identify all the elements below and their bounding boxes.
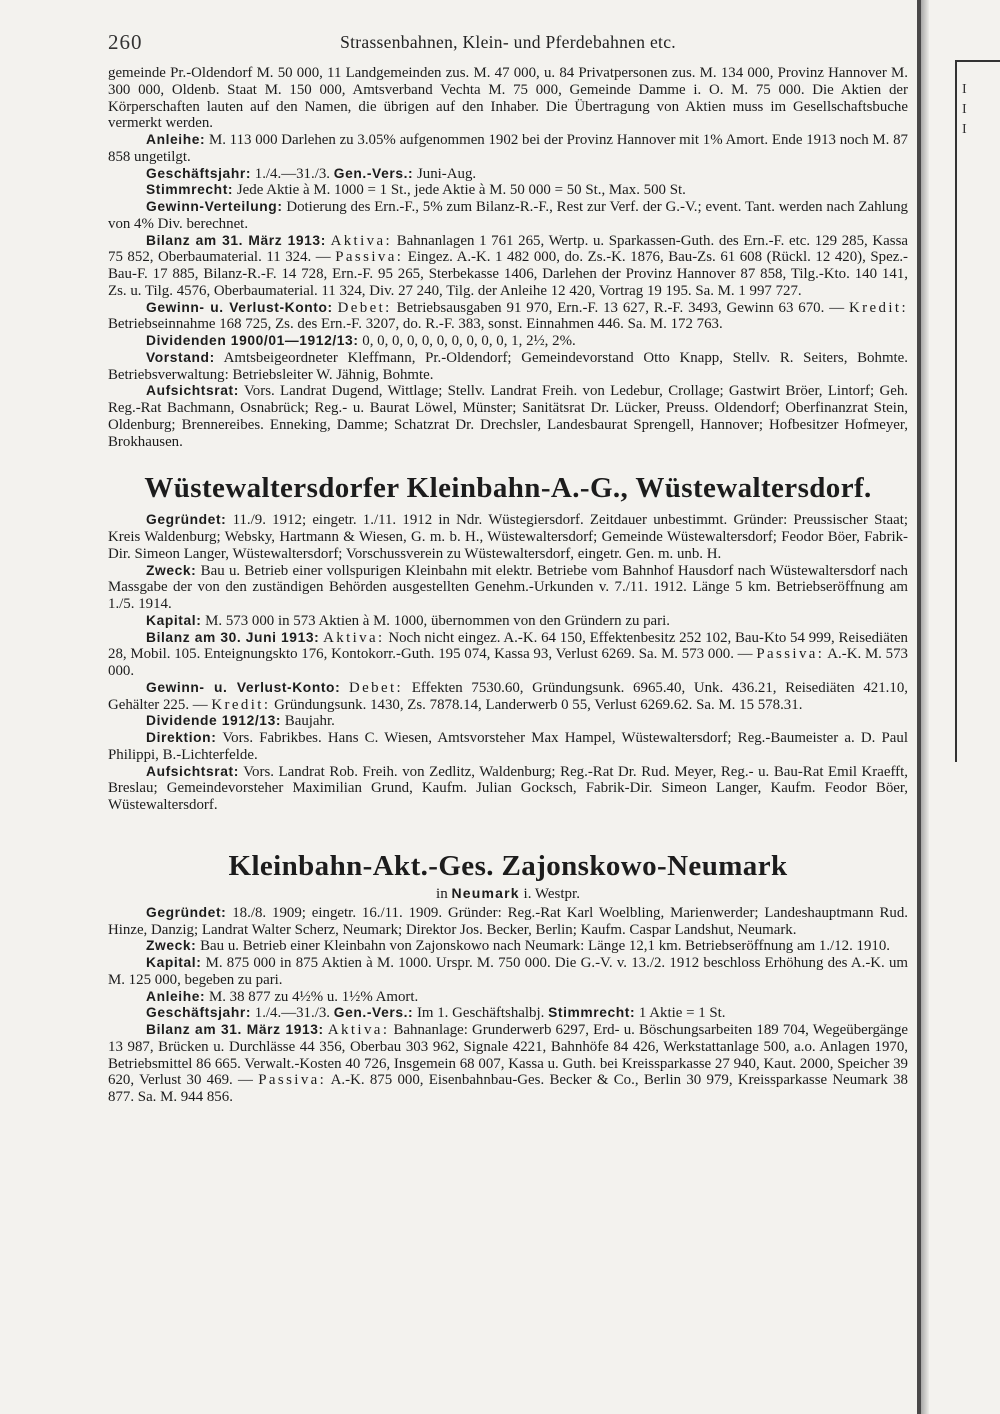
field-text: 11./9. 1912; eingetr. 1./11. 1912 in Ndr. Wüstegiersdorf. Zeitdauer unbestimmt. Gründer: Preussischer Staat; Kreis Waldenburg; Websky, Hartmann & Wiesen, G. m. b. H., Wüstewaltersdorf; Gemeinde Wüstewaltersdorf; Feodor Böer, Fabrik-Dir. Simeon Langer, Wüstewaltersdorf; Vorschussverein zu Wüstewaltersdorf, eingetr. Gen. m. unb. H. bbox=[108, 512, 909, 562]
field-label: Geschäftsjahr: bbox=[146, 1005, 252, 1021]
facing-page-frame bbox=[955, 60, 1000, 762]
field-text: Bau u. Betrieb einer vollspurigen Kleinbahn mit elektr. Betriebe vom Bahnhof Hausdorf nach Wüstewaltersdorf nach Massgabe der von den zuständigen Behörden ausgestellten Genehm.-Urkunden v. 7./11. 1912. Länge 5 km. Betriebseröffnung am 1./5. 1914. bbox=[108, 562, 908, 612]
entry-stimmrecht bbox=[108, 182, 908, 199]
location-prefix: in bbox=[436, 885, 448, 902]
text-column bbox=[108, 65, 908, 1106]
entry-kapital bbox=[108, 613, 908, 630]
entry-dividenden bbox=[108, 333, 908, 350]
field-label: Geschäftsjahr: bbox=[146, 165, 252, 181]
field-text: Bau u. Betrieb einer Kleinbahn von Zajonskowo nach Neumark: Länge 12,1 km. Betriebseröffnung am 1./12. 1910. bbox=[200, 938, 891, 955]
field-text: 18./8. 1909; eingetr. 16./11. 1909. Gründer: Reg.-Rat Karl Woelbling, Marienwerder; Landeshauptmann Rud. Hinze, Danzig; Landrat Walter Scherz, Neumark; Direktor Jos. Becker, Berlin; Kaufm. Caspar Landshut, Neumark. bbox=[108, 904, 908, 938]
field-text: Dotierung des Ern.-F., 5% zum Bilanz-R.-F., Rest zur Verf. der G.-V.; event. Tant. werden nach Zahlung von 4% Div. berechnet. bbox=[108, 199, 908, 232]
entry-zweck bbox=[108, 938, 908, 955]
field-label: Bilanz am 31. März 1913: bbox=[146, 1022, 324, 1037]
field-label: Gewinn-Verteilung: bbox=[146, 199, 283, 214]
field-text: M. 113 000 Darlehen zu 3.05% aufgenommen 1902 bei der Provinz Hannover mit 1% Amort. Ende 1913 noch M. 87 858 ungetilgt. bbox=[108, 132, 908, 165]
field-text: 1./4.—31./3. bbox=[254, 165, 331, 182]
field-text: M. 38 877 zu 4½% u. 1½% Amort. bbox=[208, 988, 419, 1005]
field-label: Kapital: bbox=[146, 612, 202, 628]
field-text: 1./4.—31./3. bbox=[254, 1005, 331, 1022]
page-header bbox=[108, 22, 908, 52]
field-text: M. 875 000 in 875 Aktien à M. 1000. Urspr. M. 750 000. Die G.-V. v. 13./2. 1912 beschloss Erhöhung des A.-K. um M. 125 000, begeben zu pari. bbox=[108, 955, 908, 988]
facing-mark: I bbox=[962, 82, 967, 97]
facing-mark: I bbox=[962, 102, 967, 117]
kredit-text: Gründungsunk. 1430, Zs. 7878.14, Landerwerb 0 55, Verlust 6269.62. Sa. M. 15 578.31. bbox=[274, 696, 803, 713]
aktiva-text: Bahnanlagen 1 761 265, Wertp. u. Sparkassen-Guth. des Ern.-F. etc. 129 285, Kassa 75 852, Oberbaumaterial. 11 324. — bbox=[108, 232, 908, 266]
aktiva-text: Noch nicht eingez. A.-K. 64 150, Effektenbesitz 252 102, Bau-Kto 54 999, Reisediäten 28, Mobil. 105. Enteignungskto 176, Kontokorr.-Guth. 195 074, Kassa 93, Verlust 6269. Sa. M. 573 000. — bbox=[108, 629, 908, 663]
field-label: Aufsichtsrat: bbox=[146, 383, 239, 399]
field-label: Gegründet: bbox=[146, 512, 227, 528]
page-edge-gradient bbox=[921, 0, 929, 1414]
field-text: Vors. Fabrikbes. Hans C. Wiesen, Amtsvorsteher Max Hampel, Wüstewaltersdorf; Reg.-Baumeister a. D. Paul Philippi, B.-Lichterfelde. bbox=[108, 730, 908, 763]
field-label: Direktion: bbox=[146, 730, 217, 745]
facing-page-marks bbox=[962, 80, 992, 140]
entry-kapital bbox=[108, 955, 908, 989]
field-text: Vors. Landrat Dugend, Wittlage; Stellv. Landrat Freih. von Ledebur, Crollage; Gastwirt Bröer, Lintorf; Geh. Reg.-Rat Bachmann, Osnabrück; Reg.- u. Baurat Löwel, Münster; Sanitätsrat Dr. Lücker, Preuss. Oldendorf; Oberfinanzrat Stein, Oldenburg; Brennereibes. Enneking, Damme; Schatzrat Dr. Drechsler, Landesbaurat Sprengell, Hannover; Hofbesitzer Hofmeyer, Brokhausen. bbox=[108, 383, 908, 450]
continuation-intro: gemeinde Pr.-Oldendorf M. 50 000, 11 Landgemeinden zus. M. 47 000, u. 84 Privatpersonen zus. M. 134 000, Provinz Hannover M. 300 000, Oldenb. Staat M. 150 000, Amtsverband Vechta M. 75 000, Gemeinde Damme i. O. M. 75 000. Die Aktien der Körperschaften lauten auf den Namen, die übrigen auf den Inhaber. Die Übertragung von Aktien muss im Gesellschaftsbuche vermerkt werden. bbox=[108, 65, 908, 132]
field-text: 1 Aktie = 1 St. bbox=[638, 1005, 726, 1022]
aktiva-text: Bahnanlage: Grunderwerb 6297, Erd- u. Böschungsarbeiten 189 704, Wegeübergänge 13 987, Brücken u. Durchlässe 44 356, Oberbau 303 962, Signale 4221, Bahnhöfe 84 426, Werkstattanlage 500, a.o. Anlagen 1970, Betriebsmittel 86 665. Verwalt.-Kosten 40 726, Insgemein 68 007, Kassa u. Guth. bei Kreissparkasse 27 940, Kaut. 2000, Speicher 39 620, Verlust 30 469. — bbox=[108, 1022, 909, 1089]
field-label: Bilanz am 31. März 1913: bbox=[146, 232, 326, 248]
field-label: Aufsichtsrat: bbox=[146, 763, 239, 779]
entry-bilanz bbox=[108, 1022, 908, 1106]
entry-aufsichtsrat bbox=[108, 764, 908, 814]
kredit-text: Betriebseinnahme 168 725, Zs. des Ern.-F. 3207, do. R.-F. 383, sonst. Einnahmen 446. Sa. M. 172 763. bbox=[108, 316, 723, 333]
field-label: Kapital: bbox=[146, 955, 202, 970]
field-label: Gen.-Vers.: bbox=[333, 165, 414, 181]
field-text: Juni-Aug. bbox=[416, 165, 477, 182]
field-label: Gegründet: bbox=[146, 904, 227, 920]
entry-geschaeftsjahr bbox=[108, 1005, 908, 1022]
entry-aufsichtsrat bbox=[108, 383, 908, 450]
field-text: Im 1. Geschäftshalbj. bbox=[416, 1005, 545, 1022]
field-label: Dividende 1912/13: bbox=[146, 713, 282, 729]
entry-bilanz bbox=[108, 233, 908, 300]
field-label: Bilanz am 30. Juni 1913: bbox=[146, 629, 320, 645]
passiva-label: Passiva: bbox=[335, 249, 404, 266]
entry-geschaeftsjahr bbox=[108, 166, 908, 183]
entry-anleihe bbox=[108, 989, 908, 1006]
entry-gewinn-konto bbox=[108, 300, 908, 334]
company-title-wuestewaltersdorf: Wüstewaltersdorfer Kleinbahn-A.-G., Wüstewaltersdorf. bbox=[144, 472, 872, 505]
field-label: Vorstand: bbox=[146, 349, 215, 365]
field-text: 0, 0, 0, 0, 0, 0, 0, 0, 0, 0, 1, 2½, 2%. bbox=[362, 333, 576, 349]
field-label: Gewinn- u. Verlust-Konto: bbox=[146, 679, 341, 695]
aktiva-label: Aktiva: bbox=[330, 232, 393, 249]
field-label: Zweck: bbox=[146, 562, 197, 578]
field-label: Anleihe: bbox=[146, 988, 206, 1004]
field-label: Gen.-Vers.: bbox=[333, 1005, 414, 1021]
passiva-label: Passiva: bbox=[258, 1072, 327, 1089]
field-label: Zweck: bbox=[146, 938, 197, 954]
entry-dividende bbox=[108, 713, 908, 730]
debet-text: Betriebsausgaben 91 970, Ern.-F. 13 627, R.-F. 3493, Gewinn 63 670. — bbox=[396, 299, 845, 316]
entry-gegruendet bbox=[108, 905, 908, 939]
entry-gegruendet bbox=[108, 512, 908, 562]
entry-anleihe bbox=[108, 132, 908, 166]
entry-vorstand bbox=[108, 350, 908, 384]
entry-direktion bbox=[108, 730, 908, 764]
field-label: Stimmrecht: bbox=[548, 1005, 636, 1021]
company-location bbox=[108, 884, 908, 903]
passiva-text: Eingez. A.-K. 1 482 000, do. Zs.-K. 1876, Bau-Zs. 61 608 (Rückl. 12 420), Spez.-Bau-F. 17 885, Bilanz-R.-F. 14 728, Ern.-F. 95 265, Sterbekasse 1406, Darlehen der Provinz Hannover 87 858, Tilg.-Kto. 140 141, Zs. u. Tilg. 4576, Oberbaumaterial. 11 324, Div. 27 240, Tilg. der Anleihe 12 420, Vortrag 19 195. Sa. M. 1 997 727. bbox=[108, 249, 908, 299]
field-text: Vors. Landrat Rob. Freih. von Zedlitz, Waldenburg; Reg.-Rat Dr. Rud. Meyer, Reg.- u. Bau-Rat Emil Kraefft, Breslau; Gemeindevorsteher Maximilian Grund, Kaufm. Julian Gocksch, Fabrik-Dir. Simeon Langer, Kaufm. Feodor Böer, Wüstewaltersdorf. bbox=[108, 763, 908, 813]
field-label: Stimmrecht: bbox=[146, 182, 234, 198]
kredit-label: Kredit: bbox=[849, 299, 908, 316]
debet-label: Debet: bbox=[348, 679, 404, 696]
location-suffix: i. Westpr. bbox=[523, 885, 580, 902]
field-label: Dividenden 1900/01—1912/13: bbox=[146, 333, 359, 348]
entry-bilanz bbox=[108, 630, 908, 680]
debet-label: Debet: bbox=[337, 299, 392, 316]
field-text: Baujahr. bbox=[284, 713, 335, 730]
company-title-zajonskowo: Kleinbahn-Akt.-Ges. Zajonskowo-Neumark bbox=[228, 849, 788, 882]
facing-mark: I bbox=[962, 122, 967, 137]
field-text: Jede Aktie à M. 1000 = 1 St., jede Aktie à M. 50 000 = 50 St., Max. 500 St. bbox=[236, 182, 686, 199]
entry-gewinn-konto bbox=[108, 680, 908, 714]
field-text: M. 573 000 in 573 Aktien à M. 1000, übernommen von den Gründern zu pari. bbox=[205, 612, 670, 629]
page-number: 260 bbox=[108, 30, 143, 54]
location-city: Neumark bbox=[451, 884, 520, 901]
field-text: Amtsbeigeordneter Kleffmann, Pr.-Oldendorf; Gemeindevorstand Otto Knapp, Stellv. R. Seiters, Bohmte. Betriebsverwaltung: Betriebsleiter W. Jähnig, Bohmte. bbox=[108, 349, 908, 383]
aktiva-label: Aktiva: bbox=[323, 629, 385, 646]
aktiva-label: Aktiva: bbox=[327, 1022, 390, 1038]
entry-zweck bbox=[108, 563, 908, 613]
passiva-label: Passiva: bbox=[756, 646, 825, 663]
debet-text: Effekten 7530.60, Gründungsunk. 6965.40, Unk. 436.21, Reisediäten 421.10, Gehälter 225. — bbox=[108, 679, 908, 713]
running-title: Strassenbahnen, Klein- und Pferdebahnen etc. bbox=[340, 32, 676, 52]
field-label: Anleihe: bbox=[146, 132, 206, 147]
field-label: Gewinn- u. Verlust-Konto: bbox=[146, 299, 333, 315]
passiva-text: A.-K. 875 000, Eisenbahnbau-Ges. Becker & Co., Berlin 30 979, Kreissparkasse Neumark 38 877. Sa. M. 944 856. bbox=[108, 1072, 908, 1105]
kredit-label: Kredit: bbox=[211, 696, 271, 713]
entry-gewinn-verteilung bbox=[108, 199, 908, 233]
passiva-text: A.-K. M. 573 000. bbox=[108, 646, 908, 679]
